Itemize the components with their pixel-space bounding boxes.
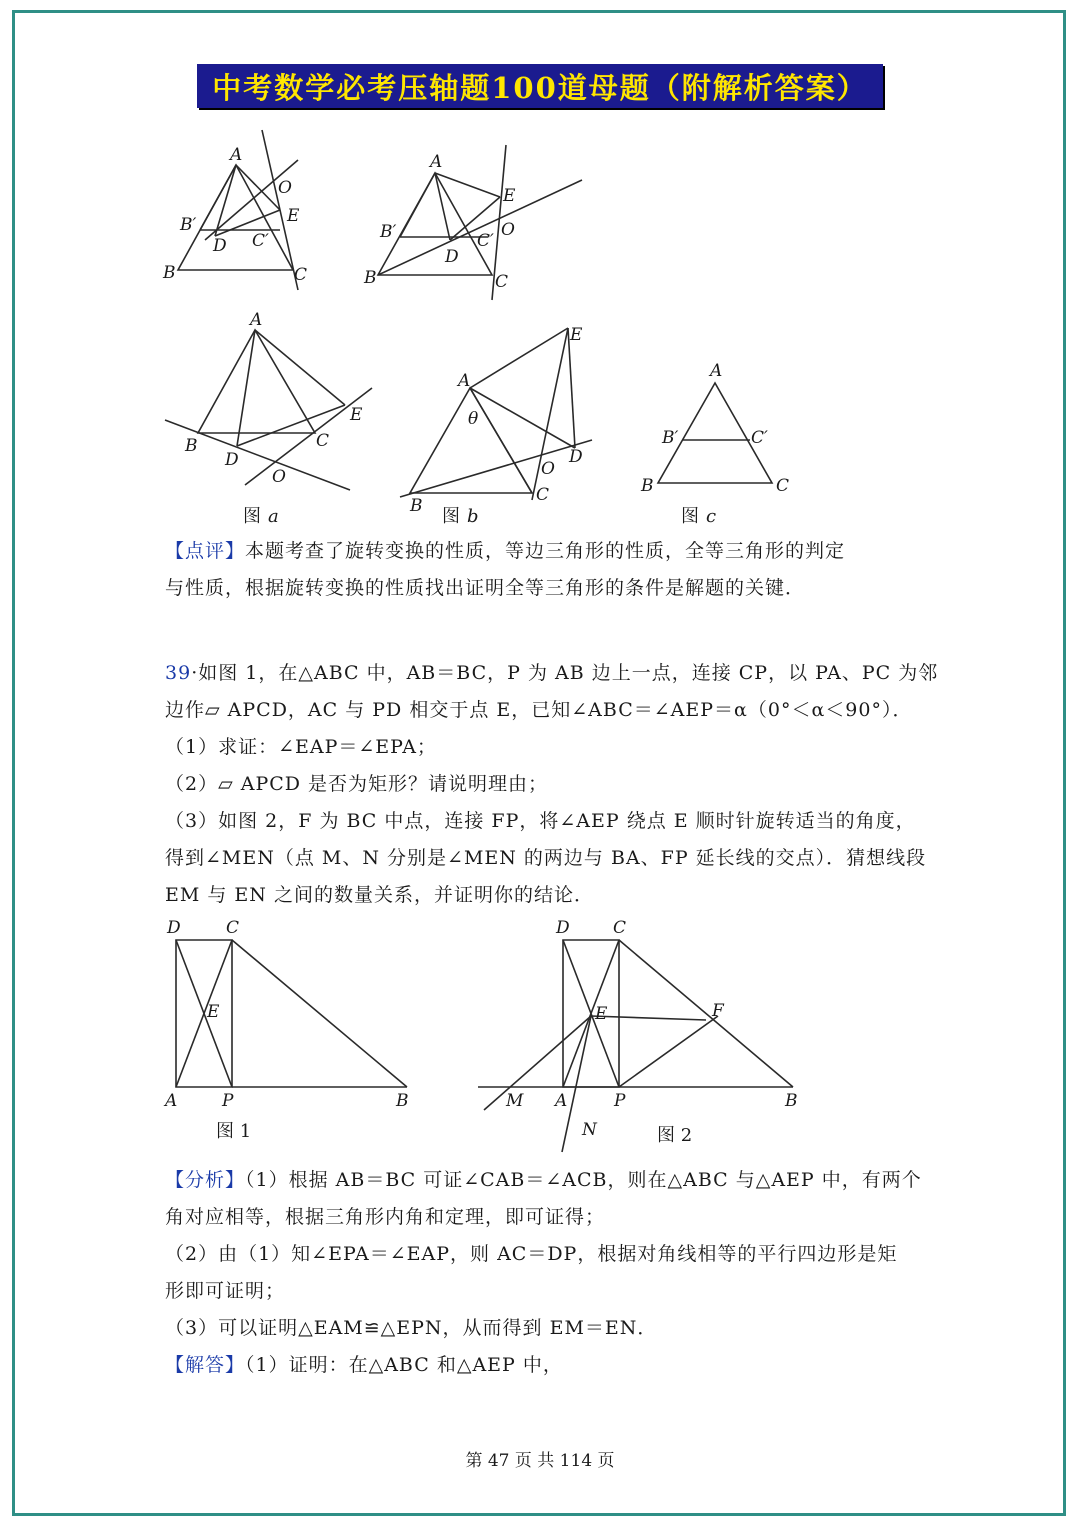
label: P: [614, 1091, 626, 1111]
analysis-tag: 【分析】: [165, 1169, 246, 1191]
label: B: [364, 268, 377, 288]
label: O: [541, 459, 555, 479]
label: A: [430, 152, 443, 172]
figure-caption: 图: [681, 506, 699, 527]
label: B: [785, 1091, 798, 1111]
review-paragraph: [165, 533, 920, 607]
label: B: [396, 1091, 409, 1111]
figure-c: [640, 361, 789, 527]
label: E: [570, 325, 583, 345]
label: O: [272, 467, 286, 487]
figure-caption-var: c: [706, 506, 717, 527]
label: C′: [252, 231, 269, 251]
label: A: [555, 1091, 568, 1111]
label: B′: [180, 215, 197, 235]
figure-a: [165, 310, 372, 527]
analysis-line: 角对应相等，根据三角形内角和定理，即可证得；: [165, 1206, 606, 1228]
problem-line: EM 与 EN 之间的数量关系，并证明你的结论．: [165, 884, 594, 906]
label: B: [410, 496, 423, 516]
analysis-line: （3）可以证明△EAM≌△EPN，从而得到 EM＝EN．: [165, 1317, 658, 1339]
figure-rotation-2: [363, 145, 582, 300]
label: A: [710, 361, 723, 381]
label: C: [226, 918, 240, 938]
figure-caption: 图 2: [657, 1125, 693, 1146]
page-footer: 第 47 页 共 114 页: [465, 1451, 615, 1471]
label: C′: [477, 231, 494, 251]
label: E: [287, 206, 300, 226]
label: E: [207, 1002, 220, 1022]
label: D: [213, 236, 227, 256]
label: C: [613, 918, 627, 938]
label: θ: [468, 409, 479, 429]
problem-number: 39: [165, 662, 192, 684]
label: C: [294, 265, 308, 285]
answer-line: （1）证明：在△ABC 和△AEP 中，: [245, 1354, 563, 1376]
label: E: [595, 1004, 608, 1024]
analysis-line: （1）根据 AB＝BC 可证∠CAB＝∠ACB，则在△ABC 与△AEP 中，有两个: [245, 1169, 922, 1191]
page-title: 中考数学必考压轴题100道母题（附解析答案）: [197, 64, 883, 108]
label: A: [250, 310, 263, 330]
label: D: [445, 247, 459, 267]
problem-line: （1）求证：∠EAP＝∠EPA；: [165, 736, 437, 758]
problem-line: （3）如图 2，F 为 BC 中点，连接 FP，将∠AEP 绕点 E 顺时针旋转适当的角度，: [165, 810, 916, 832]
figure-rotation-1: [162, 130, 307, 290]
problem-line: 得到∠MEN（点 M、N 分别是∠MEN 的两边与 BA、FP 延长线的交点）．猜想线段: [165, 847, 927, 869]
problem-line: ·如图 1，在△ABC 中，AB＝BC，P 为 AB 边上一点，连接 CP，以 PA、PC 为邻: [191, 662, 939, 684]
label: B: [163, 263, 176, 283]
figure-caption: 图 1: [216, 1121, 252, 1142]
label: E: [503, 186, 516, 206]
label: D: [167, 918, 181, 938]
label: F: [712, 1001, 724, 1021]
label: O: [278, 178, 292, 198]
label: D: [556, 918, 570, 938]
label: A: [458, 371, 471, 391]
analysis-line: （2）由（1）知∠EPA＝∠EAP，则 AC＝DP，根据对角线相等的平行四边形是矩: [165, 1243, 898, 1265]
label: B: [641, 476, 654, 496]
label: D: [225, 450, 239, 470]
label: P: [222, 1091, 234, 1111]
label: B′: [380, 222, 397, 242]
figure-caption: 图: [243, 506, 261, 527]
label: C: [495, 272, 509, 292]
label: E: [350, 405, 363, 425]
top-figures: [0, 0, 1080, 540]
analysis-section: [165, 1162, 920, 1384]
analysis-line: 形即可证明；: [165, 1280, 286, 1302]
review-tag: 【点评】: [165, 540, 246, 562]
answer-tag: 【解答】: [165, 1354, 246, 1376]
label: B: [185, 436, 198, 456]
label: C: [536, 485, 550, 505]
label: B′: [662, 428, 679, 448]
label: A: [165, 1091, 178, 1111]
label: C: [316, 431, 330, 451]
label: M: [506, 1091, 524, 1111]
review-text: 与性质，根据旋转变换的性质找出证明全等三角形的条件是解题的关键．: [165, 577, 806, 599]
figure-b: [400, 325, 592, 527]
label: D: [569, 447, 583, 467]
figure-caption-var: b: [467, 506, 479, 527]
figure-caption-var: a: [268, 506, 279, 527]
problem-39: [165, 655, 939, 914]
label: O: [501, 220, 515, 240]
label: C: [776, 476, 790, 496]
problem-line: 边作▱ APCD，AC 与 PD 相交于点 E，已知∠ABC＝∠AEP＝α（0°＜α＜90°）．: [165, 699, 913, 721]
label: A: [230, 145, 243, 165]
figure-caption: 图: [442, 506, 460, 527]
review-text: 本题考查了旋转变换的性质，等边三角形的性质，全等三角形的判定: [245, 540, 846, 562]
label: C′: [751, 428, 768, 448]
label: N: [582, 1120, 597, 1140]
problem-line: （2）▱ APCD 是否为矩形？请说明理由；: [165, 773, 549, 795]
